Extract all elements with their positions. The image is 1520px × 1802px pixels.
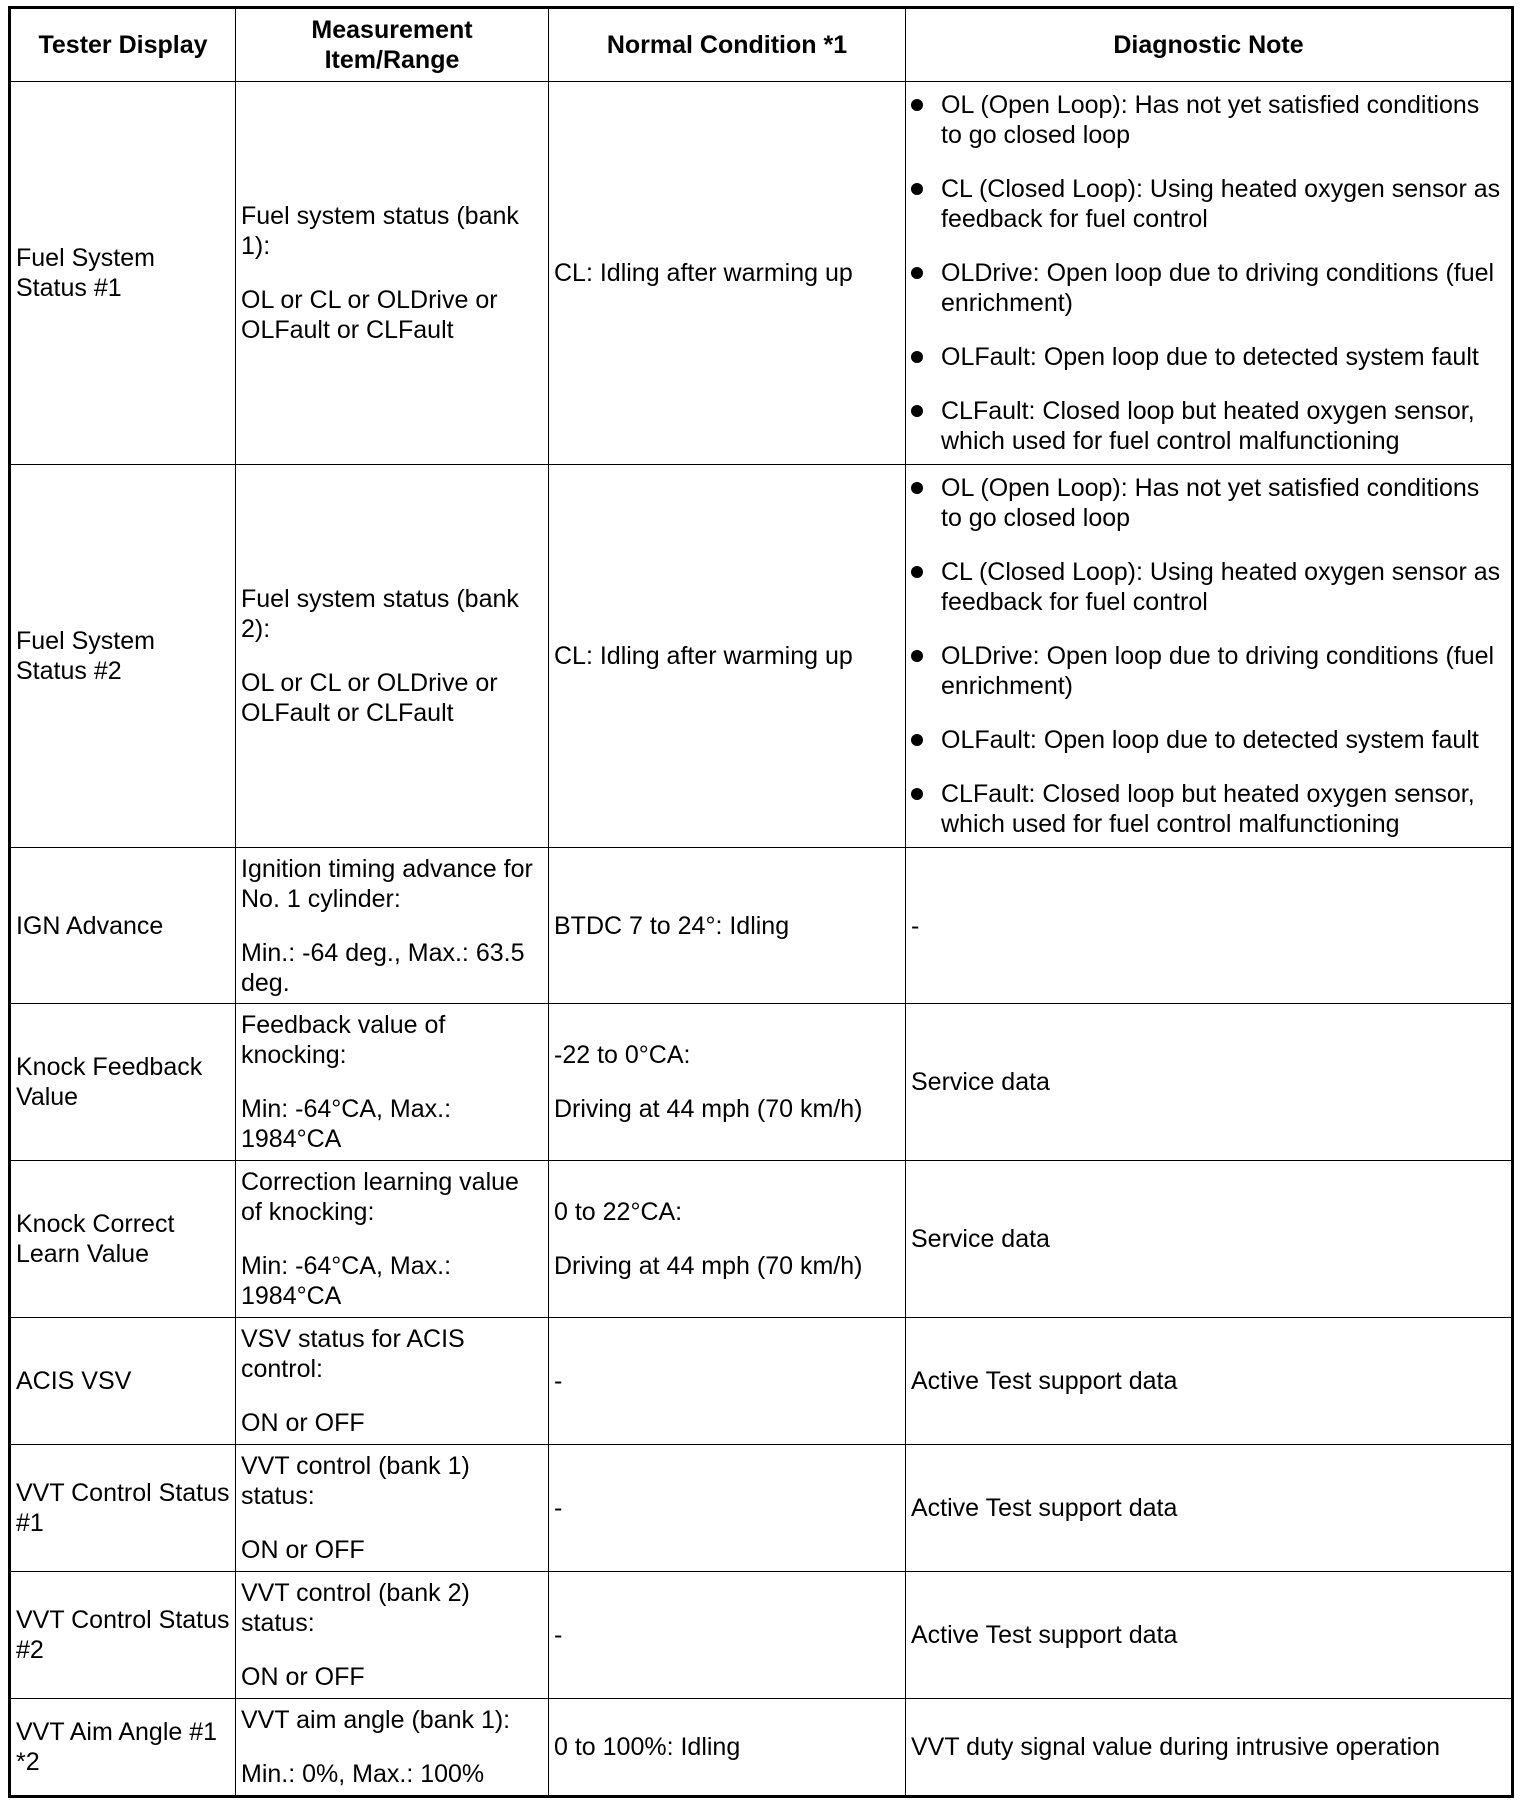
diagnostic-note-list bbox=[911, 90, 1506, 456]
bullet-icon bbox=[911, 482, 923, 494]
diagnostic-note-cell: Active Test support data bbox=[906, 1318, 1513, 1445]
table-row bbox=[10, 1445, 1513, 1572]
list-item bbox=[911, 641, 1506, 701]
tester-display-cell: Fuel System Status #1 bbox=[10, 82, 236, 465]
list-item bbox=[911, 342, 1506, 372]
tester-display-cell: IGN Advance bbox=[10, 848, 236, 1004]
data-list-table bbox=[8, 6, 1514, 1798]
normal-condition-cell bbox=[549, 1699, 906, 1797]
measurement-item: Ignition timing advance for No. 1 cylinder: bbox=[241, 854, 533, 913]
normal-condition-cell bbox=[549, 465, 906, 848]
normal-condition-cell bbox=[549, 1445, 906, 1572]
normal-condition-detail: Driving at 44 mph (70 km/h) bbox=[554, 1252, 863, 1280]
measurement-range: OL or CL or OLDrive or OLFault or CLFault bbox=[241, 286, 498, 344]
note-text: OLFault: Open loop due to detected system fault bbox=[941, 726, 1479, 754]
normal-condition-cell bbox=[549, 848, 906, 1004]
measurement-cell bbox=[236, 465, 549, 848]
measurement-range: ON or OFF bbox=[241, 1536, 365, 1564]
bullet-icon bbox=[911, 267, 923, 279]
note-text: CLFault: Closed loop but heated oxygen sensor, which used for fuel control malfunctioning bbox=[941, 397, 1475, 455]
measurement-range: Min: -64°CA, Max.: 1984°CA bbox=[241, 1095, 452, 1153]
note-text: CL (Closed Loop): Using heated oxygen sensor as feedback for fuel control bbox=[941, 558, 1501, 616]
normal-condition-text: 0 to 22°CA: bbox=[554, 1198, 683, 1226]
table-row bbox=[10, 1004, 1513, 1161]
normal-condition-cell bbox=[549, 1318, 906, 1445]
note-text: CL (Closed Loop): Using heated oxygen sensor as feedback for fuel control bbox=[941, 175, 1501, 233]
measurement-item: VVT control (bank 1) status: bbox=[241, 1452, 470, 1510]
table-row bbox=[10, 1572, 1513, 1699]
measurement-cell bbox=[236, 1445, 549, 1572]
measurement-cell bbox=[236, 1161, 549, 1318]
measurement-cell bbox=[236, 1004, 549, 1161]
tester-display-cell: ACIS VSV bbox=[10, 1318, 236, 1445]
measurement-cell bbox=[236, 1318, 549, 1445]
measurement-range: Min.: 0%, Max.: 100% bbox=[241, 1760, 485, 1788]
table-row bbox=[10, 82, 1513, 465]
normal-condition-text: -22 to 0°CA: bbox=[554, 1041, 691, 1069]
tester-display-cell: Knock Correct Learn Value bbox=[10, 1161, 236, 1318]
table-row bbox=[10, 1318, 1513, 1445]
bullet-icon bbox=[911, 566, 923, 578]
diagnostic-note-cell: Active Test support data bbox=[906, 1572, 1513, 1699]
bullet-icon bbox=[911, 650, 923, 662]
list-item bbox=[911, 90, 1506, 150]
measurement-range: Min.: -64 deg., Max.: 63.5 deg. bbox=[241, 938, 525, 997]
measurement-range: OL or CL or OLDrive or OLFault or CLFault bbox=[241, 669, 498, 727]
tester-display-cell: Knock Feedback Value bbox=[10, 1004, 236, 1161]
header-diagnostic-note: Diagnostic Note bbox=[906, 8, 1513, 82]
measurement-item: VVT aim angle (bank 1): bbox=[241, 1706, 511, 1734]
measurement-item: Correction learning value of knocking: bbox=[241, 1168, 519, 1226]
bullet-icon bbox=[911, 99, 923, 111]
normal-condition-text: 0 to 100%: Idling bbox=[554, 1733, 741, 1761]
list-item bbox=[911, 557, 1506, 617]
bullet-icon bbox=[911, 351, 923, 363]
bullet-icon bbox=[911, 734, 923, 746]
measurement-range: ON or OFF bbox=[241, 1409, 365, 1437]
diagnostic-note-cell bbox=[906, 82, 1513, 465]
table-row bbox=[10, 1699, 1513, 1797]
note-text: OLFault: Open loop due to detected system fault bbox=[941, 343, 1479, 371]
tester-display-cell: Fuel System Status #2 bbox=[10, 465, 236, 848]
header-tester-display: Tester Display bbox=[10, 8, 236, 82]
diagnostic-note-list bbox=[911, 473, 1506, 839]
normal-condition-detail: Driving at 44 mph (70 km/h) bbox=[554, 1095, 863, 1123]
table-row bbox=[10, 848, 1513, 1004]
measurement-cell bbox=[236, 848, 549, 1004]
list-item bbox=[911, 725, 1506, 755]
tester-display-cell: VVT Control Status #2 bbox=[10, 1572, 236, 1699]
header-normal-condition: Normal Condition *1 bbox=[549, 8, 906, 82]
normal-condition-text: - bbox=[554, 1621, 563, 1649]
list-item bbox=[911, 258, 1506, 318]
bullet-icon bbox=[911, 183, 923, 195]
note-text: OL (Open Loop): Has not yet satisfied conditions to go closed loop bbox=[941, 91, 1480, 149]
list-item bbox=[911, 473, 1506, 533]
normal-condition-text: - bbox=[554, 1494, 563, 1522]
table-row bbox=[10, 465, 1513, 848]
bullet-icon bbox=[911, 788, 923, 800]
normal-condition-cell bbox=[549, 1161, 906, 1318]
tester-display-cell: VVT Aim Angle #1 *2 bbox=[10, 1699, 236, 1797]
normal-condition-text: CL: Idling after warming up bbox=[554, 642, 853, 670]
normal-condition-text: - bbox=[554, 1367, 563, 1395]
diagnostic-note-cell: VVT duty signal value during intrusive operation bbox=[906, 1699, 1513, 1797]
bullet-icon bbox=[911, 405, 923, 417]
diagnostic-note-cell: Service data bbox=[906, 1004, 1513, 1161]
tester-display-cell: VVT Control Status #1 bbox=[10, 1445, 236, 1572]
diagnostic-note-cell bbox=[906, 465, 1513, 848]
measurement-cell bbox=[236, 1572, 549, 1699]
table-row bbox=[10, 1161, 1513, 1318]
list-item bbox=[911, 174, 1506, 234]
table-header-row bbox=[10, 8, 1513, 82]
diagnostic-note-cell: Active Test support data bbox=[906, 1445, 1513, 1572]
normal-condition-cell bbox=[549, 1572, 906, 1699]
measurement-item: Feedback value of knocking: bbox=[241, 1011, 446, 1069]
diagnostic-note-cell: Service data bbox=[906, 1161, 1513, 1318]
measurement-item: VVT control (bank 2) status: bbox=[241, 1579, 470, 1637]
measurement-range: ON or OFF bbox=[241, 1663, 365, 1691]
note-text: OLDrive: Open loop due to driving conditions (fuel enrichment) bbox=[941, 259, 1495, 317]
diagnostic-note-cell: - bbox=[906, 848, 1513, 1004]
note-text: OL (Open Loop): Has not yet satisfied conditions to go closed loop bbox=[941, 474, 1480, 532]
normal-condition-text: CL: Idling after warming up bbox=[554, 259, 853, 287]
measurement-item: VSV status for ACIS control: bbox=[241, 1325, 465, 1383]
measurement-range: Min: -64°CA, Max.: 1984°CA bbox=[241, 1252, 452, 1310]
normal-condition-cell bbox=[549, 82, 906, 465]
note-text: CLFault: Closed loop but heated oxygen sensor, which used for fuel control malfunctioning bbox=[941, 780, 1475, 838]
measurement-cell bbox=[236, 82, 549, 465]
measurement-cell bbox=[236, 1699, 549, 1797]
measurement-item: Fuel system status (bank 2): bbox=[241, 585, 519, 643]
normal-condition-text: BTDC 7 to 24°: Idling bbox=[554, 911, 790, 940]
note-text: OLDrive: Open loop due to driving conditions (fuel enrichment) bbox=[941, 642, 1495, 700]
list-item bbox=[911, 396, 1506, 456]
list-item bbox=[911, 779, 1506, 839]
normal-condition-cell bbox=[549, 1004, 906, 1161]
header-measurement: Measurement Item/Range bbox=[236, 8, 549, 82]
measurement-item: Fuel system status (bank 1): bbox=[241, 202, 519, 260]
